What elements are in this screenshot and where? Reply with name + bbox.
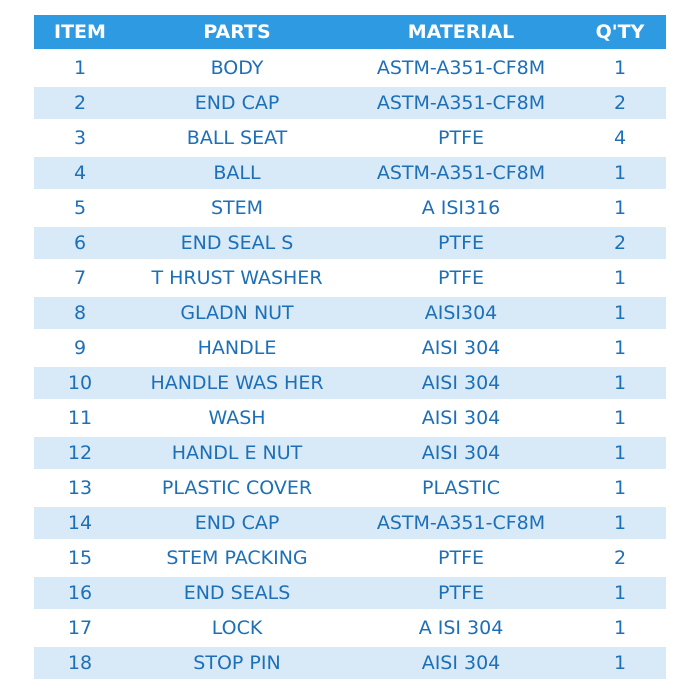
cell-material: A ISI 304 <box>348 612 574 644</box>
cell-qty: 1 <box>574 332 666 364</box>
cell-qty: 2 <box>574 87 666 119</box>
cell-parts: GLADN NUT <box>126 297 348 329</box>
table-row <box>34 192 666 224</box>
cell-qty: 1 <box>574 52 666 84</box>
table-row <box>34 122 666 154</box>
cell-parts: WASH <box>126 402 348 434</box>
cell-parts: END CAP <box>126 87 348 119</box>
table-row <box>34 507 666 539</box>
cell-qty: 1 <box>574 437 666 469</box>
table-row <box>34 262 666 294</box>
table-row <box>34 227 666 259</box>
cell-material: ASTM-A351-CF8M <box>348 87 574 119</box>
parts-list <box>34 12 666 682</box>
table-row <box>34 577 666 609</box>
cell-material: PTFE <box>348 542 574 574</box>
table-row <box>34 332 666 364</box>
cell-item: 7 <box>34 262 126 294</box>
parts-table <box>34 12 666 682</box>
cell-item: 6 <box>34 227 126 259</box>
cell-material: AISI 304 <box>348 332 574 364</box>
cell-item: 2 <box>34 87 126 119</box>
cell-material: A ISI316 <box>348 192 574 224</box>
cell-qty: 1 <box>574 647 666 679</box>
cell-material: AISI304 <box>348 297 574 329</box>
header-material: MATERIAL <box>348 15 574 49</box>
table-row <box>34 87 666 119</box>
cell-parts: END SEAL S <box>126 227 348 259</box>
cell-material: PTFE <box>348 577 574 609</box>
cell-item: 5 <box>34 192 126 224</box>
cell-qty: 1 <box>574 157 666 189</box>
cell-material: PTFE <box>348 262 574 294</box>
cell-qty: 1 <box>574 367 666 399</box>
cell-qty: 1 <box>574 507 666 539</box>
cell-material: AISI 304 <box>348 437 574 469</box>
cell-item: 14 <box>34 507 126 539</box>
header-item: ITEM <box>34 15 126 49</box>
cell-qty: 1 <box>574 612 666 644</box>
cell-item: 12 <box>34 437 126 469</box>
header-row <box>34 15 666 49</box>
table-row <box>34 437 666 469</box>
cell-item: 13 <box>34 472 126 504</box>
cell-parts: STOP PIN <box>126 647 348 679</box>
table-header <box>34 15 666 49</box>
cell-qty: 1 <box>574 577 666 609</box>
cell-parts: T HRUST WASHER <box>126 262 348 294</box>
cell-parts: LOCK <box>126 612 348 644</box>
table-row <box>34 472 666 504</box>
cell-qty: 4 <box>574 122 666 154</box>
cell-qty: 1 <box>574 262 666 294</box>
cell-item: 8 <box>34 297 126 329</box>
cell-material: ASTM-A351-CF8M <box>348 507 574 539</box>
table-row <box>34 297 666 329</box>
cell-qty: 2 <box>574 542 666 574</box>
cell-parts: BODY <box>126 52 348 84</box>
cell-parts: HANDLE <box>126 332 348 364</box>
cell-parts: STEM PACKING <box>126 542 348 574</box>
cell-parts: PLASTIC COVER <box>126 472 348 504</box>
table-row <box>34 367 666 399</box>
table-body <box>34 52 666 679</box>
cell-qty: 1 <box>574 402 666 434</box>
cell-item: 15 <box>34 542 126 574</box>
cell-item: 18 <box>34 647 126 679</box>
cell-material: AISI 304 <box>348 402 574 434</box>
cell-parts: HANDL E NUT <box>126 437 348 469</box>
cell-material: PTFE <box>348 122 574 154</box>
cell-item: 4 <box>34 157 126 189</box>
cell-item: 11 <box>34 402 126 434</box>
table-row <box>34 157 666 189</box>
cell-material: ASTM-A351-CF8M <box>348 157 574 189</box>
cell-parts: HANDLE WAS HER <box>126 367 348 399</box>
cell-parts: END CAP <box>126 507 348 539</box>
table-row <box>34 402 666 434</box>
cell-qty: 2 <box>574 227 666 259</box>
cell-parts: STEM <box>126 192 348 224</box>
cell-item: 16 <box>34 577 126 609</box>
cell-item: 9 <box>34 332 126 364</box>
header-qty: Q'TY <box>574 15 666 49</box>
header-parts: PARTS <box>126 15 348 49</box>
cell-item: 17 <box>34 612 126 644</box>
cell-material: PTFE <box>348 227 574 259</box>
cell-material: AISI 304 <box>348 647 574 679</box>
cell-material: AISI 304 <box>348 367 574 399</box>
cell-parts: BALL SEAT <box>126 122 348 154</box>
table-row <box>34 647 666 679</box>
cell-item: 1 <box>34 52 126 84</box>
cell-parts: BALL <box>126 157 348 189</box>
cell-material: ASTM-A351-CF8M <box>348 52 574 84</box>
table-row <box>34 52 666 84</box>
cell-qty: 1 <box>574 297 666 329</box>
table-row <box>34 612 666 644</box>
cell-qty: 1 <box>574 472 666 504</box>
cell-item: 3 <box>34 122 126 154</box>
cell-qty: 1 <box>574 192 666 224</box>
cell-parts: END SEALS <box>126 577 348 609</box>
table-row <box>34 542 666 574</box>
cell-item: 10 <box>34 367 126 399</box>
cell-material: PLASTIC <box>348 472 574 504</box>
